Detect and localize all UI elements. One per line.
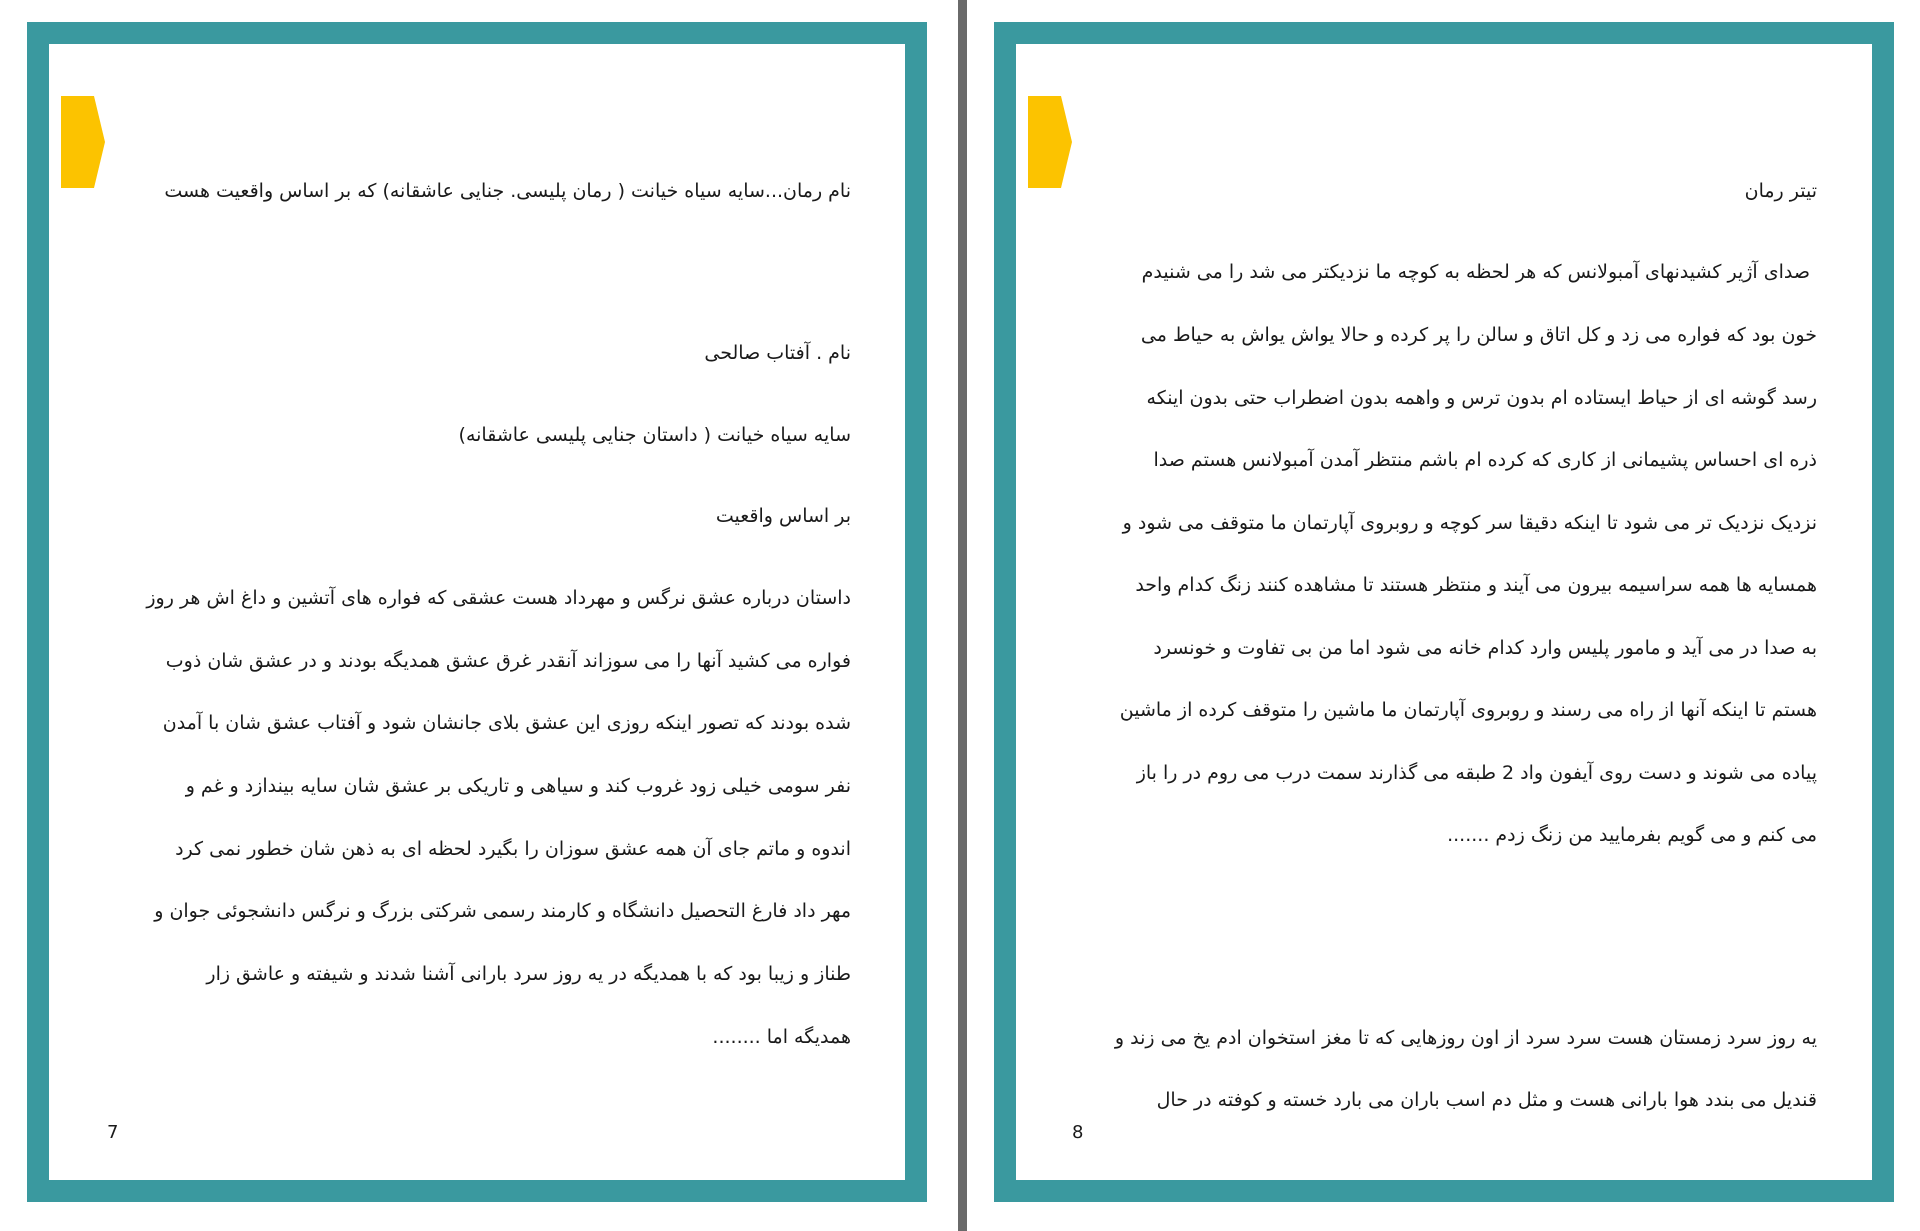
body-line: نفر سومی خیلی زود غروب کند و سیاهی و تاریکی بر عشق شان سایه بیندازد و غم و <box>185 775 851 797</box>
body-line: هستم تا اینکه آنها از راه می رسند و روبروی آپارتمان ما ماشین را متوقف کرده از ماشین <box>1119 699 1817 721</box>
basis-line: بر اساس واقعیت <box>715 505 851 527</box>
body-line: داستان درباره عشق نرگس و مهرداد هست عشقی که فواره های آتشین و داغ اش هر روز <box>146 587 851 609</box>
body-line: خون بود که فواره می زد و کل اتاق و سالن را پر کرده و حالا یواش یواش به حیاط می <box>1140 324 1817 346</box>
body-line: همسایه ها همه سراسیمه بیرون می آیند و منتظر هستند تا مشاهده کنند زنگ کدام واحد <box>1135 574 1817 596</box>
body-line: پیاده می شوند و دست روی آیفون واد 2 طبقه می گذارند سمت درب می روم در را باز <box>1136 762 1817 784</box>
page-8 <box>994 22 1894 1202</box>
body-line: همدیگه اما ........ <box>712 1026 851 1048</box>
body-line: می کنم و می گویم بفرمایید من زنگ زدم ....... <box>1447 824 1817 846</box>
body-line: صدای آژیر کشیدنهای آمبولانس که هر لحظه به کوچه ما نزدیکتر می شد را می شنیدم <box>1141 261 1810 283</box>
body-line: طناز و زیبا بود که با همدیگه در یه روز سرد بارانی آشنا شدند و شیفته و عاشق زار <box>206 963 851 985</box>
page-7 <box>27 22 927 1202</box>
bookmark-tab <box>61 96 105 188</box>
subtitle-line: سایه سیاه خیانت ( داستان جنایی پلیسی عاشقانه) <box>458 424 851 446</box>
body-line: قندیل می بندد هوا بارانی هست و مثل دم اسب باران می بارد خسته و کوفته در حال <box>1156 1089 1817 1111</box>
page-divider <box>958 0 967 1231</box>
body-line: اندوه و ماتم جای آن همه عشق سوزان را بگیرد لحظه ای به ذهن شان خطور نمی کرد <box>175 838 851 860</box>
body-line: مهر داد فارغ التحصیل دانشگاه و کارمند رسمی شرکتی بزرگ و نرگس دانشجوئی جوان و <box>154 900 851 922</box>
page-content <box>1016 44 1872 1180</box>
section-heading: تیتر رمان <box>1744 180 1817 202</box>
novel-title-line: نام رمان...سایه سیاه خیانت ( رمان پلیسی. جنایی عاشقانه) که بر اساس واقعیت هست <box>164 180 851 202</box>
body-line: به صدا در می آید و مامور پلیس وارد کدام خانه می شود اما من بی تفاوت و خونسرد <box>1153 637 1817 659</box>
page-content <box>49 44 905 1180</box>
body-line: ذره ای احساس پشیمانی از کاری که کرده ام باشم منتظر آمدن آمبولانس هستم صدا <box>1153 449 1817 471</box>
page-number: 8 <box>1072 1122 1084 1143</box>
body-line: نزدیک نزدیک تر می شود تا اینکه دقیقا سر کوچه و روبروی آپارتمان ما متوقف می شود و <box>1122 512 1817 534</box>
author-line: نام . آفتاب صالحی <box>704 342 851 364</box>
body-line: یه روز سرد زمستان هست سرد سرد از اون روزهایی که تا مغز استخوان ادم یخ می زند و <box>1114 1027 1817 1049</box>
body-line: رسد گوشه ای از حیاط ایستاده ام بدون ترس و واهمه بدون اضطراب حتی بدون اینکه <box>1146 387 1817 409</box>
bookmark-tab <box>1028 96 1072 188</box>
page-number: 7 <box>107 1122 119 1143</box>
body-line: فواره می کشید آنها را می سوزاند آنقدر غرق عشق همدیگه بودند و در عشق شان ذوب <box>165 650 851 672</box>
body-line: شده بودند که تصور اینکه روزی این عشق بلای جانشان شود و آفتاب عشق شان با آمدن <box>162 712 851 734</box>
